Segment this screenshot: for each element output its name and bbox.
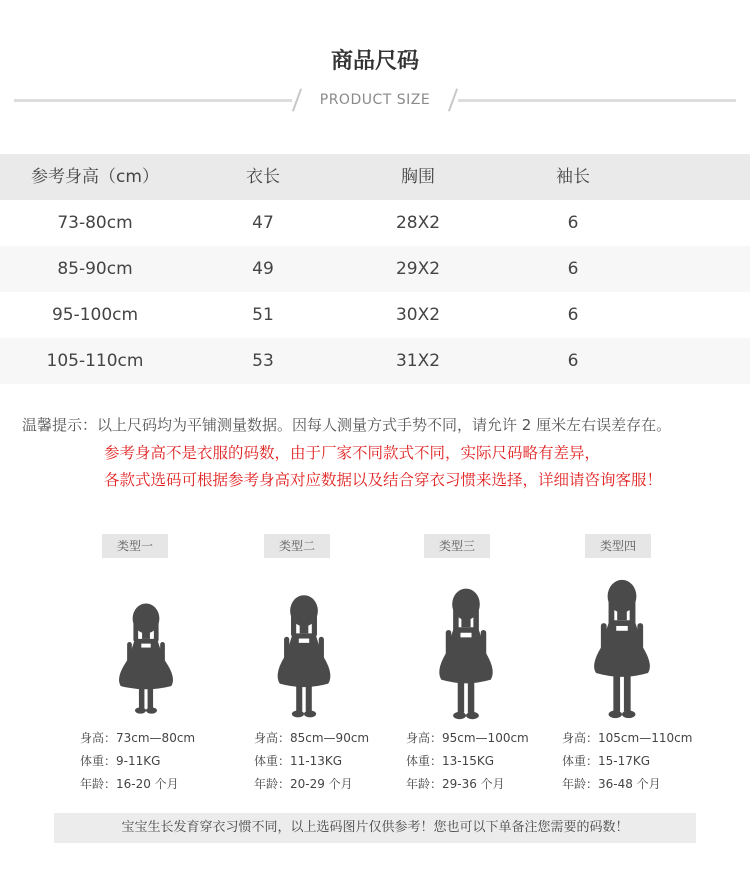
table-row — [0, 246, 750, 292]
child-figure-icon — [574, 576, 670, 722]
table-row — [0, 200, 750, 246]
column-header-length: 衣长 — [246, 167, 280, 187]
size-table — [0, 154, 750, 384]
type-height: 身高：95cm—100cm — [406, 731, 529, 745]
column-header-height: 参考身高（cm） — [31, 167, 159, 187]
footer-note: 宝宝生长发育穿衣习惯不同，以上选码图片仅供参考！您也可以下单备注您需要的码数！ — [54, 813, 696, 843]
table-row — [0, 292, 750, 338]
type-info-3 — [406, 727, 529, 796]
type-height: 身高：85cm—90cm — [254, 731, 370, 745]
title-slash-left — [292, 88, 302, 111]
table-cell: 51 — [252, 305, 274, 325]
type-weight: 体重：15-17KG — [562, 754, 651, 768]
type-weight: 体重：13-15KG — [406, 754, 495, 768]
type-age: 年龄：29-36 个月 — [406, 777, 505, 791]
column-header-sleeve: 袖长 — [556, 167, 590, 187]
warning-line-2: 各款式选码可根据参考身高对应数据以及结合穿衣习惯来选择，详细请咨询客服！ — [104, 471, 663, 489]
page-subtitle: PRODUCT SIZE — [319, 92, 431, 108]
table-cell: 6 — [567, 259, 579, 279]
table-cell: 6 — [567, 305, 579, 325]
table-cell: 6 — [567, 351, 579, 371]
type-info-4 — [562, 727, 692, 796]
table-header — [0, 154, 750, 200]
column-header-chest: 胸围 — [401, 167, 435, 187]
type-age: 年龄：16-20 个月 — [80, 777, 179, 791]
type-weight: 体重：11-13KG — [254, 754, 343, 768]
type-label-4: 类型四 — [585, 534, 651, 558]
type-weight: 体重：9-11KG — [80, 754, 161, 768]
measurement-tip: 温馨提示：以上尺码均为平铺测量数据。因每人测量方式手势不同，请允许 2 厘米左右误差存在。 — [22, 416, 672, 434]
table-row — [0, 338, 750, 384]
title-divider-left — [14, 99, 292, 102]
table-cell: 49 — [252, 259, 274, 279]
type-age: 年龄：20-29 个月 — [254, 777, 353, 791]
table-cell: 105-110cm — [46, 351, 144, 371]
child-figure-icon — [418, 584, 514, 722]
table-cell: 95-100cm — [51, 305, 139, 325]
title-slash-right — [448, 88, 458, 111]
child-figure-icon — [256, 590, 352, 720]
page-title: 商品尺码 — [330, 49, 419, 74]
table-cell: 85-90cm — [57, 259, 133, 279]
type-info-2 — [254, 727, 369, 796]
type-info-1 — [80, 727, 195, 796]
type-label-2: 类型二 — [264, 534, 330, 558]
type-label-1: 类型一 — [102, 534, 168, 558]
table-cell: 6 — [567, 213, 579, 233]
type-age: 年龄：36-48 个月 — [562, 777, 661, 791]
table-cell: 28X2 — [395, 213, 441, 233]
child-figure-icon — [98, 598, 194, 716]
type-height: 身高：73cm—80cm — [80, 731, 196, 745]
table-cell: 29X2 — [395, 259, 441, 279]
table-cell: 53 — [252, 351, 274, 371]
warning-line-1: 参考身高不是衣服的码数，由于厂家不同款式不同，实际尺码略有差异， — [104, 444, 601, 462]
title-divider-right — [458, 99, 736, 102]
table-cell: 47 — [252, 213, 274, 233]
type-height: 身高：105cm—110cm — [562, 731, 693, 745]
table-cell: 73-80cm — [57, 213, 133, 233]
type-label-3: 类型三 — [424, 534, 490, 558]
table-cell: 31X2 — [395, 351, 441, 371]
table-cell: 30X2 — [395, 305, 441, 325]
